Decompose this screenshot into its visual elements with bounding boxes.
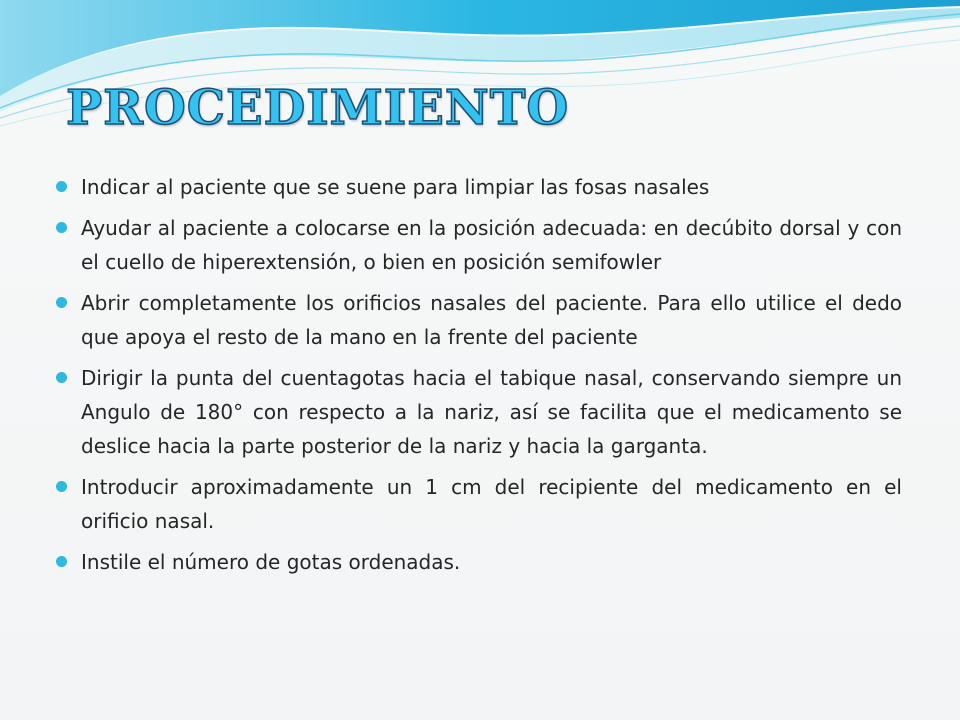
list-item-text: Instile el número de gotas ordenadas. (81, 550, 461, 574)
list-item-text: Ayudar al paciente a colocarse en la posición adecuada: en decúbito dorsal y con el cuello de hiperextensión, o bien en posición semifowler (81, 216, 902, 274)
list-item-text: Introducir aproximadamente un 1 cm del recipiente del medicamento en el orificio nasal. (81, 475, 902, 533)
list-item (56, 211, 902, 279)
list-item (56, 361, 902, 463)
list-item (56, 545, 902, 579)
bullet-dot-icon (56, 556, 67, 567)
list-item (56, 286, 902, 354)
list-item-text: Indicar al paciente que se suene para limpiar las fosas nasales (81, 175, 710, 199)
list-item-text: Dirigir la punta del cuentagotas hacia el tabique nasal, conservando siempre un Angulo de 180° con respecto a la nariz, así se facilita que el medicamento se deslice hacia la parte posterior de la nariz y hacia la garganta. (81, 366, 902, 458)
list-item-text: Abrir completamente los orificios nasales del paciente. Para ello utilice el dedo que apoya el resto de la mano en la frente del paciente (81, 291, 902, 349)
bullet-dot-icon (56, 372, 67, 383)
bullet-list (56, 170, 902, 586)
bullet-dot-icon (56, 222, 67, 233)
bullet-dot-icon (56, 481, 67, 492)
list-item (56, 470, 902, 538)
bullet-dot-icon (56, 297, 67, 308)
slide-title: PROCEDIMIENTO (66, 80, 570, 136)
list-item (56, 170, 902, 204)
bullet-dot-icon (56, 181, 67, 192)
